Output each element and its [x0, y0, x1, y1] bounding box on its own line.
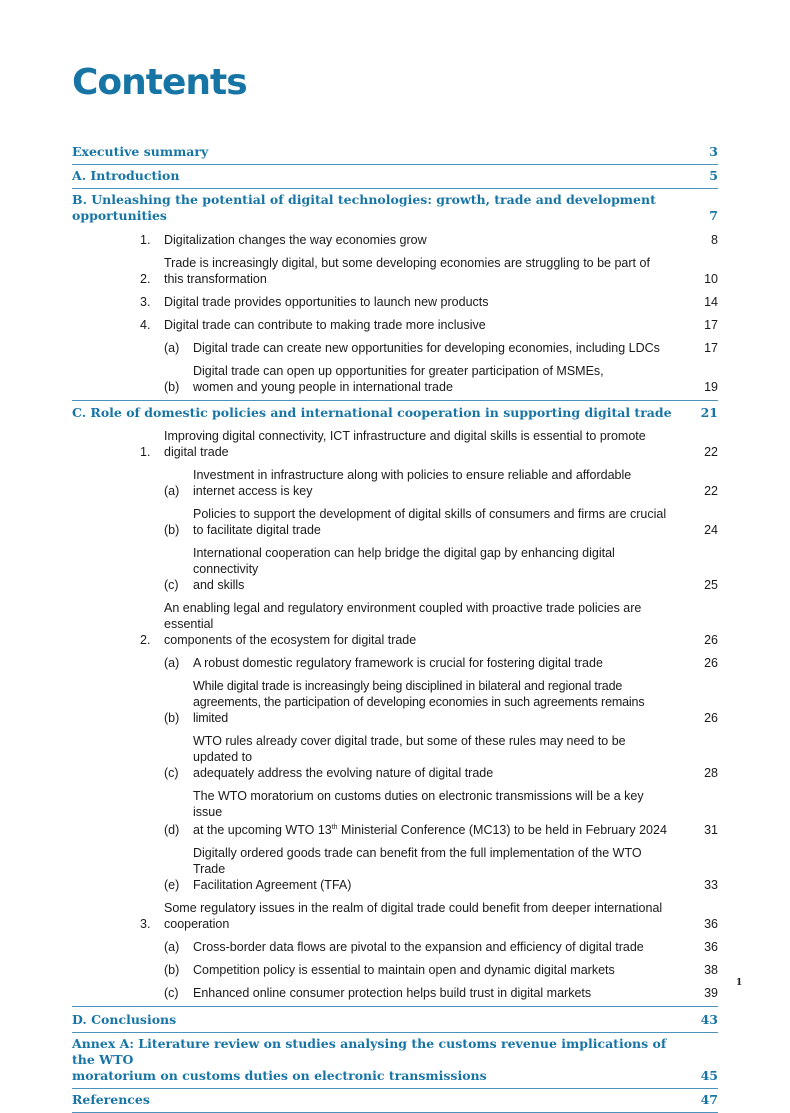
toc-entry-b4a[interactable] [72, 336, 718, 359]
toc-page-number: 19 [704, 379, 718, 394]
toc-entry-c3c[interactable] [72, 982, 718, 1008]
page-title: Contents [72, 62, 247, 103]
toc-page-number: 31 [704, 823, 718, 838]
toc-entry-label: D. Conclusions [72, 1012, 177, 1028]
toc-entry-number: 3. [140, 294, 151, 309]
toc-entry-b1[interactable] [72, 228, 718, 251]
toc-entry-number: (a) [164, 940, 180, 955]
toc-entry-label: Digitalization changes the way economies grow [164, 232, 427, 247]
toc-entry-section-c[interactable] [72, 401, 718, 425]
toc-entry-section-b[interactable] [72, 189, 718, 228]
toc-entry-label: B. Unleashing the potential of digital technologies: growth, trade and development opportunities [72, 192, 656, 223]
toc-page-number: 26 [704, 633, 718, 647]
toc-entry-number: 2. [140, 271, 151, 286]
toc-entry-label: A robust domestic regulatory framework is crucial for fostering digital trade [193, 656, 603, 670]
toc-entry-number: 1. [140, 232, 151, 247]
toc-entry-label: Digitally ordered goods trade can benefit from the full implementation of the WTO Trade Facilitation Agreement (TFA) [193, 846, 642, 893]
toc-entry-annex-a[interactable] [72, 1033, 718, 1089]
toc-entry-label: International cooperation can help bridge the digital gap by enhancing digital connectivity and skills [193, 546, 615, 592]
toc-entry-number: (a) [164, 484, 180, 498]
toc-entry-c3[interactable] [72, 897, 718, 936]
toc-page-number: 3 [709, 144, 718, 159]
toc-entry-label: Executive summary [72, 144, 209, 159]
toc-page-number: 17 [704, 340, 718, 355]
toc-entry-label: Digital trade can contribute to making trade more inclusive [164, 317, 486, 332]
toc-entry-references[interactable] [72, 1089, 718, 1113]
toc-page-number: 14 [704, 294, 718, 309]
toc-entry-b4[interactable] [72, 313, 718, 336]
toc-entry-number: (c) [164, 578, 179, 592]
toc-entry-c1c[interactable] [72, 542, 718, 597]
toc-entry-number: 2. [140, 633, 151, 647]
toc-page-number: 43 [700, 1012, 718, 1028]
toc-page-number: 17 [704, 317, 718, 332]
toc-entry-number: 1. [140, 445, 151, 459]
toc-entry-label: C. Role of domestic policies and international cooperation in supporting digital trade [72, 404, 672, 420]
toc-entry-number: (b) [164, 379, 180, 394]
toc-entry-number: 4. [140, 317, 151, 332]
toc-entry-number: (b) [164, 711, 180, 725]
toc-page-number: 24 [704, 523, 718, 537]
toc-page-number: 45 [700, 1068, 718, 1084]
toc-entry-number: 3. [140, 917, 151, 932]
toc-entry-c1[interactable] [72, 425, 718, 464]
toc-page-number: 33 [704, 878, 718, 893]
toc-entry-label: While digital trade is increasingly being disciplined in bilateral and regional trade agreements, the participation of developing economies in such agreements remains limited [193, 679, 645, 725]
toc-entry-label: The WTO moratorium on customs duties on electronic transmissions will be a key issue at the upcoming WTO 13th Ministerial Conference (MC13) to be held in February 2024 [193, 789, 667, 838]
toc-entry-number: (a) [164, 340, 180, 355]
toc-entry-label: WTO rules already cover digital trade, but some of these rules may need to be updated to adequately address the evolving nature of digital trade [193, 734, 626, 780]
toc-entry-label: Trade is increasingly digital, but some developing economies are struggling to be part of this transformation [164, 255, 650, 286]
toc-page-number: 26 [704, 656, 718, 670]
toc-entry-c2a[interactable] [72, 652, 718, 675]
toc-entry-label: Digital trade can open up opportunities for greater participation of MSMEs, women and young people in international trade [193, 363, 604, 394]
toc-page-number: 39 [704, 986, 718, 1001]
toc-page-number: 22 [704, 484, 718, 498]
toc-entry-label: Enhanced online consumer protection helps build trust in digital markets [193, 986, 592, 1001]
toc-entry-label: Improving digital connectivity, ICT infrastructure and digital skills is essential to promote digital trade [164, 429, 646, 459]
table-of-contents [72, 140, 718, 1113]
toc-page-number: 8 [711, 232, 718, 247]
toc-page-number: 5 [709, 168, 718, 183]
toc-entry-conclusions[interactable] [72, 1007, 718, 1033]
toc-entry-b3[interactable] [72, 290, 718, 313]
toc-entry-c2[interactable] [72, 597, 718, 652]
toc-entry-number: (a) [164, 656, 180, 670]
toc-entry-number: (c) [164, 986, 179, 1001]
toc-entry-c2c[interactable] [72, 730, 718, 785]
toc-entry-number: (e) [164, 878, 180, 893]
toc-page-number: 7 [709, 208, 718, 223]
toc-entry-number: (d) [164, 823, 180, 838]
toc-entry-c2d[interactable] [72, 785, 718, 842]
toc-entry-label: Policies to support the development of digital skills of consumers and firms are crucial to facilitate digital trade [193, 507, 667, 537]
toc-page-number: 21 [700, 404, 718, 420]
toc-entry-label: Investment in infrastructure along with policies to ensure reliable and affordable internet access is key [193, 468, 632, 498]
toc-entry-c3b[interactable] [72, 959, 718, 982]
toc-page-number: 36 [704, 940, 718, 955]
toc-page-number: 38 [704, 963, 718, 978]
toc-entry-c1b[interactable] [72, 503, 718, 542]
toc-entry-label: Digital trade can create new opportunities for developing economies, including LDCs [193, 340, 660, 355]
toc-page-number: 28 [704, 766, 718, 780]
page-number: 1 [736, 978, 743, 988]
toc-page-number: 22 [704, 445, 718, 459]
toc-entry-number: (c) [164, 766, 179, 780]
toc-entry-label: Competition policy is essential to maintain open and dynamic digital markets [193, 963, 615, 978]
toc-entry-label: Some regulatory issues in the realm of digital trade could benefit from deeper international cooperation [164, 901, 663, 932]
toc-entry-number: (b) [164, 963, 180, 978]
toc-page-number: 26 [704, 711, 718, 725]
toc-page-number: 47 [700, 1092, 718, 1108]
toc-entry-c3a[interactable] [72, 936, 718, 959]
toc-page-number: 36 [704, 917, 718, 932]
toc-page-number: 10 [704, 271, 718, 286]
toc-entry-c1a[interactable] [72, 464, 718, 503]
toc-entry-c2e[interactable] [72, 842, 718, 897]
toc-entry-label: A. Introduction [72, 168, 180, 183]
toc-entry-label: An enabling legal and regulatory environment coupled with proactive trade policies are essential components of the ecosystem for digital trade [164, 601, 642, 647]
toc-entry-executive-summary[interactable] [72, 140, 718, 165]
toc-entry-c2b[interactable] [72, 675, 718, 730]
toc-entry-b4b[interactable] [72, 359, 718, 401]
toc-entry-number: (b) [164, 523, 180, 537]
toc-page-number: 25 [704, 578, 718, 592]
toc-entry-b2[interactable] [72, 251, 718, 290]
toc-entry-introduction[interactable] [72, 165, 718, 189]
toc-entry-label: Annex A: Literature review on studies analysing the customs revenue implications of the WTO moratorium on customs duties on electronic transmissions [72, 1036, 667, 1084]
toc-entry-label: Digital trade provides opportunities to launch new products [164, 294, 489, 309]
toc-entry-label: References [72, 1092, 150, 1108]
toc-entry-label: Cross-border data flows are pivotal to the expansion and efficiency of digital trade [193, 940, 644, 955]
